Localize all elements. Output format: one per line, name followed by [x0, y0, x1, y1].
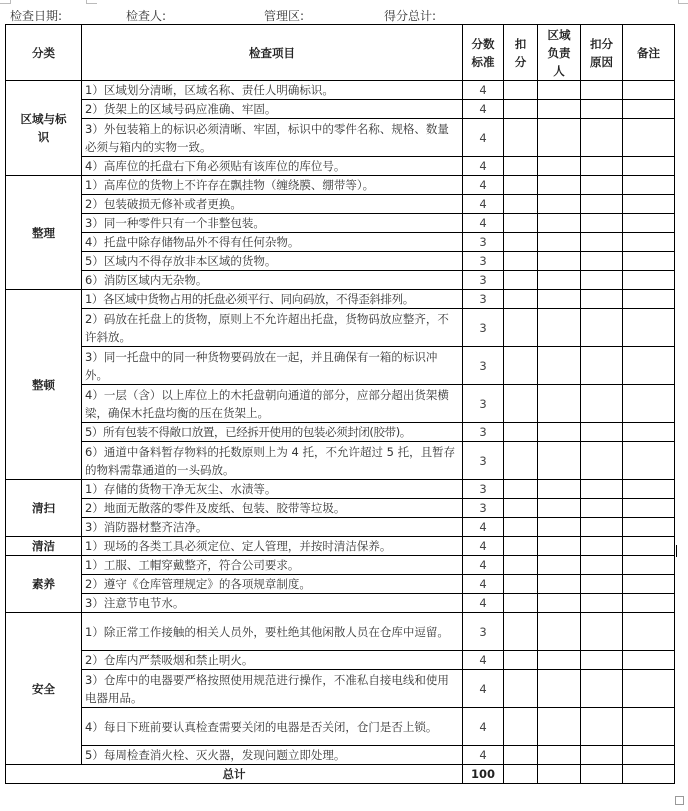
deduct-input[interactable]	[504, 594, 538, 613]
deduct-reason-input[interactable]	[581, 556, 623, 575]
table-row	[6, 309, 675, 347]
remark-input[interactable]	[623, 157, 675, 176]
deduct-reason-input[interactable]	[581, 309, 623, 347]
col-header-deduct: 扣分	[504, 25, 538, 81]
deduct-input[interactable]	[504, 499, 538, 518]
deduct-input[interactable]	[504, 651, 538, 670]
remark-input[interactable]	[623, 651, 675, 670]
page-corner-mark-right	[678, 0, 688, 4]
deduct-input[interactable]	[504, 385, 538, 423]
table-row	[6, 613, 675, 651]
item-text: 2）码放在托盘上的货物，原则上不允许超出托盘，货物码放应整齐，不许斜放。	[82, 309, 463, 347]
standard-score: 3	[463, 613, 504, 651]
area-owner-input[interactable]	[538, 271, 581, 290]
area-owner-input[interactable]	[538, 442, 581, 480]
deduct-input[interactable]	[504, 233, 538, 252]
deduct-reason-input[interactable]	[581, 100, 623, 119]
item-text: 1）区域划分清晰，区域名称、责任人明确标识。	[82, 81, 463, 100]
deduct-reason-input[interactable]	[581, 537, 623, 556]
table-row	[6, 442, 675, 480]
standard-score: 4	[463, 594, 504, 613]
item-text: 2）包装破损无修补或者更换。	[82, 195, 463, 214]
deduct-reason-input[interactable]	[581, 575, 623, 594]
item-text: 4）一层（含）以上库位上的木托盘朝向通道的部分，应部分超出货架横梁，确保木托盘均衡的压在货架上。	[82, 385, 463, 423]
deduct-reason-input[interactable]	[581, 518, 623, 537]
inspector-label: 检查人:	[126, 9, 167, 23]
area-owner-input[interactable]	[538, 537, 581, 556]
area-owner-input[interactable]	[538, 233, 581, 252]
deduct-input[interactable]	[504, 480, 538, 499]
col-header-remark: 备注	[623, 25, 675, 81]
standard-score: 4	[463, 100, 504, 119]
table-row	[6, 708, 675, 746]
deduct-input[interactable]	[504, 746, 538, 765]
col-header-area-owner: 区域负责人	[538, 25, 581, 81]
deduct-input[interactable]	[504, 537, 538, 556]
page-corner-mark-mid	[86, 0, 97, 4]
item-text: 1）各区域中货物占用的托盘必须平行、同向码放，不得歪斜排列。	[82, 290, 463, 309]
item-text: 3）仓库中的电器要严格按照使用规范进行操作，不准私自接电线和使用电器用品。	[82, 670, 463, 708]
remark-input[interactable]	[623, 537, 675, 556]
total-area-owner-input[interactable]	[538, 765, 581, 784]
item-text: 2）地面无散落的零件及废纸、包装、胶带等垃圾。	[82, 499, 463, 518]
item-text: 4）托盘中除存储物品外不得有任何杂物。	[82, 233, 463, 252]
remark-input[interactable]	[623, 594, 675, 613]
deduct-input[interactable]	[504, 157, 538, 176]
deduct-input[interactable]	[504, 271, 538, 290]
total-remark-input[interactable]	[623, 765, 675, 784]
col-header-standard-score: 分数标准	[463, 25, 504, 81]
item-text: 3）注意节电节水。	[82, 594, 463, 613]
remark-input[interactable]	[623, 290, 675, 309]
table-row	[6, 518, 675, 537]
table-resize-handle[interactable]	[675, 796, 684, 805]
remark-input[interactable]	[623, 195, 675, 214]
standard-score: 4	[463, 708, 504, 746]
total-deduct-reason-input[interactable]	[581, 765, 623, 784]
deduct-input[interactable]	[504, 81, 538, 100]
deduct-input[interactable]	[504, 100, 538, 119]
deduct-reason-input[interactable]	[581, 157, 623, 176]
remark-input[interactable]	[623, 423, 675, 442]
deduct-input[interactable]	[504, 575, 538, 594]
table-row	[6, 537, 675, 556]
deduct-reason-input[interactable]	[581, 271, 623, 290]
total-row	[6, 765, 675, 784]
category-cell: 安全	[6, 613, 82, 765]
table-row	[6, 423, 675, 442]
area-owner-input[interactable]	[538, 81, 581, 100]
deduct-reason-input[interactable]	[581, 195, 623, 214]
table-row	[6, 176, 675, 195]
item-text: 6）通道中备料暂存物料的托数原则上为 4 托，不允许超过 5 托，且暂存的物料需靠通道的一头码放。	[82, 442, 463, 480]
category-cell: 整顿	[6, 290, 82, 480]
standard-score: 4	[463, 518, 504, 537]
remark-input[interactable]	[623, 100, 675, 119]
standard-score: 4	[463, 195, 504, 214]
table-row	[6, 651, 675, 670]
deduct-input[interactable]	[504, 518, 538, 537]
remark-input[interactable]	[623, 613, 675, 651]
standard-score: 3	[463, 442, 504, 480]
area-owner-input[interactable]	[538, 176, 581, 195]
remark-input[interactable]	[623, 480, 675, 499]
table-row	[6, 119, 675, 157]
deduct-reason-input[interactable]	[581, 442, 623, 480]
standard-score: 4	[463, 176, 504, 195]
remark-input[interactable]	[623, 575, 675, 594]
area-owner-input[interactable]	[538, 499, 581, 518]
standard-score: 4	[463, 575, 504, 594]
item-text: 1）现场的各类工具必须定位、定人管理，并按时清洁保养。	[82, 537, 463, 556]
col-header-category: 分类	[6, 25, 82, 81]
table-row	[6, 499, 675, 518]
item-text: 3）外包装箱上的标识必须清晰、牢固，标识中的零件名称、规格、数量必须与箱内的实物一致。	[82, 119, 463, 157]
form-header-fields	[0, 7, 688, 23]
area-owner-input[interactable]	[538, 480, 581, 499]
area-owner-input[interactable]	[538, 556, 581, 575]
deduct-input[interactable]	[504, 195, 538, 214]
table-row	[6, 746, 675, 765]
page-corner-mark-left	[0, 0, 11, 4]
table-row	[6, 214, 675, 233]
deduct-input[interactable]	[504, 708, 538, 746]
area-owner-input[interactable]	[538, 708, 581, 746]
category-cell: 区域与标识	[6, 81, 82, 176]
item-text: 2）仓库内严禁吸烟和禁止明火。	[82, 651, 463, 670]
deduct-input[interactable]	[504, 119, 538, 157]
deduct-reason-input[interactable]	[581, 499, 623, 518]
deduct-input[interactable]	[504, 423, 538, 442]
standard-score: 4	[463, 746, 504, 765]
table-row	[6, 385, 675, 423]
deduct-reason-input[interactable]	[581, 480, 623, 499]
deduct-reason-input[interactable]	[581, 746, 623, 765]
item-text: 1）工服、工帽穿戴整齐，符合公司要求。	[82, 556, 463, 575]
category-cell: 整理	[6, 176, 82, 290]
table-row	[6, 233, 675, 252]
remark-input[interactable]	[623, 442, 675, 480]
item-text: 3）消防器材整齐洁净。	[82, 518, 463, 537]
remark-input[interactable]	[623, 746, 675, 765]
standard-score: 4	[463, 157, 504, 176]
table-row	[6, 347, 675, 385]
remark-input[interactable]	[623, 708, 675, 746]
item-text: 6）消防区域内无杂物。	[82, 271, 463, 290]
remark-input[interactable]	[623, 347, 675, 385]
table-row	[6, 157, 675, 176]
deduct-reason-input[interactable]	[581, 423, 623, 442]
standard-score: 4	[463, 670, 504, 708]
item-text: 2）遵守《仓库管理规定》的各项规章制度。	[82, 575, 463, 594]
standard-score: 4	[463, 651, 504, 670]
area-owner-input[interactable]	[538, 100, 581, 119]
deduct-reason-input[interactable]	[581, 176, 623, 195]
deduct-reason-input[interactable]	[581, 651, 623, 670]
deduct-reason-input[interactable]	[581, 708, 623, 746]
standard-score: 4	[463, 214, 504, 233]
table-row	[6, 100, 675, 119]
area-owner-input[interactable]	[538, 157, 581, 176]
area-owner-input[interactable]	[538, 670, 581, 708]
table-row	[6, 594, 675, 613]
remark-input[interactable]	[623, 309, 675, 347]
standard-score: 4	[463, 81, 504, 100]
item-text: 5）区域内不得存放非本区域的货物。	[82, 252, 463, 271]
deduct-reason-input[interactable]	[581, 252, 623, 271]
deduct-input[interactable]	[504, 347, 538, 385]
text-cursor-mark	[676, 545, 677, 557]
item-text: 2）货架上的区域号码应准确、牢固。	[82, 100, 463, 119]
standard-score: 3	[463, 290, 504, 309]
remark-input[interactable]	[623, 176, 675, 195]
deduct-reason-input[interactable]	[581, 594, 623, 613]
remark-input[interactable]	[623, 556, 675, 575]
area-owner-input[interactable]	[538, 347, 581, 385]
deduct-reason-input[interactable]	[581, 613, 623, 651]
deduct-reason-input[interactable]	[581, 233, 623, 252]
area-owner-input[interactable]	[538, 252, 581, 271]
standard-score: 4	[463, 119, 504, 157]
deduct-input[interactable]	[504, 442, 538, 480]
deduct-reason-input[interactable]	[581, 81, 623, 100]
category-cell: 素养	[6, 556, 82, 613]
deduct-reason-input[interactable]	[581, 385, 623, 423]
deduct-reason-input[interactable]	[581, 670, 623, 708]
remark-input[interactable]	[623, 499, 675, 518]
remark-input[interactable]	[623, 119, 675, 157]
inspection-date-label: 检查日期:	[10, 9, 63, 23]
area-owner-input[interactable]	[538, 119, 581, 157]
standard-score: 3	[463, 252, 504, 271]
standard-score: 4	[463, 537, 504, 556]
remark-input[interactable]	[623, 670, 675, 708]
table-header-row	[6, 25, 675, 81]
remark-input[interactable]	[623, 233, 675, 252]
col-header-deduct-reason: 扣分原因	[581, 25, 623, 81]
item-text: 1）存储的货物干净无灰尘、水渍等。	[82, 480, 463, 499]
item-text: 3）同一托盘中的同一种货物要码放在一起，并且确保有一箱的标识冲外。	[82, 347, 463, 385]
total-score-label: 得分总计:	[384, 9, 437, 23]
table-row	[6, 290, 675, 309]
deduct-input[interactable]	[504, 214, 538, 233]
area-owner-input[interactable]	[538, 651, 581, 670]
area-owner-input[interactable]	[538, 290, 581, 309]
table-row	[6, 195, 675, 214]
item-text: 3）同一种零件只有一个非整包装。	[82, 214, 463, 233]
col-header-item: 检查项目	[82, 25, 463, 81]
item-text: 5）所有包装不得敞口放置，已经拆开使用的包装必须封闭(胶带)。	[82, 423, 463, 442]
management-area-label: 管理区:	[264, 9, 305, 23]
remark-input[interactable]	[623, 252, 675, 271]
area-owner-input[interactable]	[538, 214, 581, 233]
standard-score: 4	[463, 556, 504, 575]
table-row	[6, 271, 675, 290]
area-owner-input[interactable]	[538, 309, 581, 347]
deduct-input[interactable]	[504, 309, 538, 347]
standard-score: 3	[463, 271, 504, 290]
remark-input[interactable]	[623, 81, 675, 100]
standard-score: 3	[463, 423, 504, 442]
item-text: 1）高库位的货物上不许存在飘挂物（缠绕膜、绷带等）。	[82, 176, 463, 195]
area-owner-input[interactable]	[538, 746, 581, 765]
category-cell: 清扫	[6, 480, 82, 537]
item-text: 4）每日下班前要认真检查需要关闭的电器是否关闭，仓门是否上锁。	[82, 708, 463, 746]
remark-input[interactable]	[623, 271, 675, 290]
total-score: 100	[463, 765, 504, 784]
total-deduct-input[interactable]	[504, 765, 538, 784]
standard-score: 3	[463, 385, 504, 423]
area-owner-input[interactable]	[538, 594, 581, 613]
deduct-input[interactable]	[504, 670, 538, 708]
deduct-reason-input[interactable]	[581, 119, 623, 157]
remark-input[interactable]	[623, 385, 675, 423]
standard-score: 3	[463, 233, 504, 252]
table-row	[6, 556, 675, 575]
deduct-input[interactable]	[504, 176, 538, 195]
remark-input[interactable]	[623, 518, 675, 537]
area-owner-input[interactable]	[538, 613, 581, 651]
remark-input[interactable]	[623, 214, 675, 233]
standard-score: 3	[463, 480, 504, 499]
area-owner-input[interactable]	[538, 518, 581, 537]
standard-score: 3	[463, 347, 504, 385]
deduct-input[interactable]	[504, 290, 538, 309]
table-row	[6, 480, 675, 499]
inspection-checklist-table	[5, 24, 675, 784]
deduct-reason-input[interactable]	[581, 214, 623, 233]
table-row	[6, 81, 675, 100]
item-text: 5）每周检查消火栓、灭火器，发现问题立即处理。	[82, 746, 463, 765]
table-row	[6, 575, 675, 594]
area-owner-input[interactable]	[538, 575, 581, 594]
table-row	[6, 252, 675, 271]
area-owner-input[interactable]	[538, 423, 581, 442]
category-cell: 清洁	[6, 537, 82, 556]
total-label: 总计	[6, 765, 463, 784]
table-row	[6, 670, 675, 708]
area-owner-input[interactable]	[538, 385, 581, 423]
item-text: 1）除正常工作接触的相关人员外，要杜绝其他闲散人员在仓库中逗留。	[82, 613, 463, 651]
standard-score: 3	[463, 309, 504, 347]
standard-score: 3	[463, 499, 504, 518]
item-text: 4）高库位的托盘右下角必须贴有该库位的库位号。	[82, 157, 463, 176]
deduct-input[interactable]	[504, 556, 538, 575]
deduct-reason-input[interactable]	[581, 347, 623, 385]
deduct-input[interactable]	[504, 252, 538, 271]
area-owner-input[interactable]	[538, 195, 581, 214]
deduct-reason-input[interactable]	[581, 290, 623, 309]
deduct-input[interactable]	[504, 613, 538, 651]
